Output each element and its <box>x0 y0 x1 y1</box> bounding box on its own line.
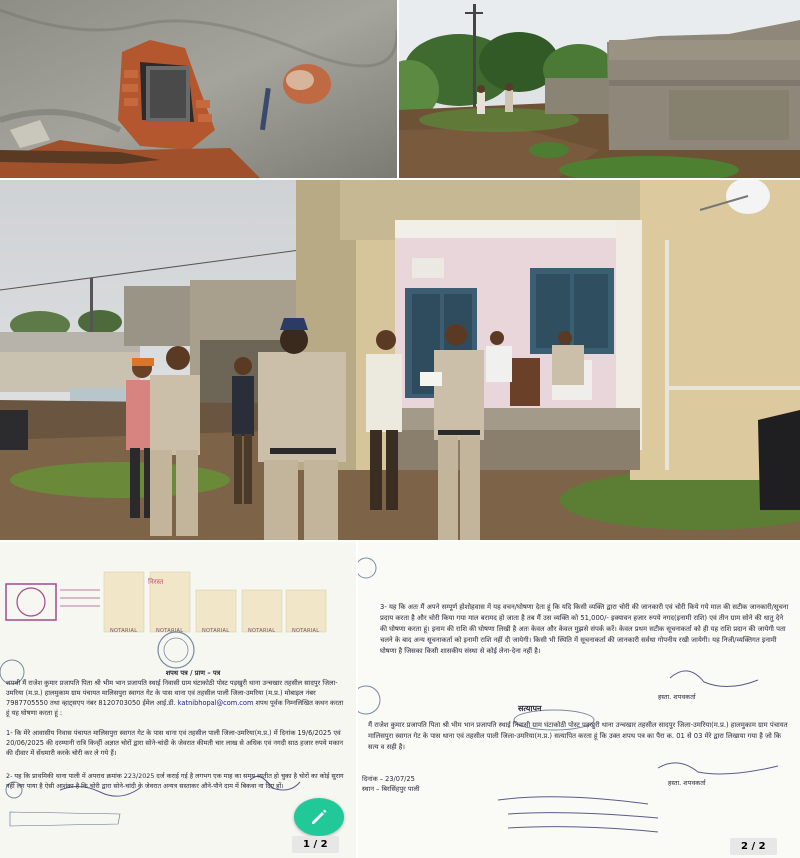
intro-paragraph <box>6 678 346 718</box>
email-text: katnibhopal@com.com <box>177 699 254 707</box>
intro-text: शपथी मैं राजेश कुमार प्रजापति पिता श्री भीम भान प्रजापति स्थाई निवासी ग्राम घंटाकोठी पोस्ट पड़खुरी थाना उन्चखार तहसील सादपुर जिला-उमरिया (म.प्र.) हालमुकाम ग्राम पंचायत मालिसपुरा स्वागत गेट के पास थाना एवं तहसील पाली जिला-उमरिया (म.प्र.) मोबाइल नंबर 7987705550 तथा व्हाट्सएप नंबर 8120703050 ईमेल आई.डी. <box>6 679 338 707</box>
date-label: दिनांक – <box>362 775 384 783</box>
point-2: 2- यह कि प्राथमिकी थाना पाली में अपराध क्रमांक 223/2025 दर्ज कराई गई है लगभग एक माह का समय व्यतीत हो चुका है चोरों का कोई सुराग नहीं लग पाया है ऐसी आशंका है कि चोरी द्वारा सोने-चांदी के जेवरात अन्यत्र सस्ताकर औने-पौने दाम में बिकवा ना दिए हों। <box>6 772 344 790</box>
signature-label: हस्ता. शपथकर्ता <box>658 693 696 701</box>
pencil-icon <box>309 807 329 827</box>
photo-rear-compound <box>399 0 800 178</box>
notarial-label: NOTARIAL <box>156 628 184 634</box>
date-line <box>362 774 415 784</box>
point-1: 1- कि मेरे आवासीय निवास पंचायत मालिसपुरा स्वागत गेट के पास थाना एवं तहसील पाली जिला-उमरिया(म.प्र.) में दिनांक 19/6/2025 एवं 20/06/2025 की दरम्यानी रात्रि किन्हीं अज्ञात चोरों द्वारा सोने-चांदी के जेवरात कीमती चार लाख से अधिक एवं नगदी साठ हजार रुपये मकान की दीवार में सेंधमारी करके चोरी कर ले गये हैं। <box>6 729 344 757</box>
point-3: 3- यह कि अतः मैं अपने सम्पूर्ण होशोहवास में यह वचन/घोषणा देता हूं कि यदि किसी व्यक्ति द्वारा चोरी की जानकारी एवं चोरी किये गये माल की सटीक जानकारी/सूचना प्रदाय करता है और चोरी किया गया माल बरामद हो जाता है तब मैं उस व्यक्ति को 51,000/- इक्यावन हजार रुपये नगद(इनामी राशि) एवं तीन ग्राम सोने की धातु देने की घोषणा करता हूं। इनाम की राशि की घोषणा लिखी है अतः केवल और केवल मुझसे संपर्क करें। केवल प्रथम सटीक सूचनाकर्ता को ही यह राशि प्रदान की जायेगी पता चलने के बाद अन्य सूचनाकर्ता को इनामी राशि नहीं दी जायेगी। किसी भी स्थिति में सूचनाकर्ता की जानकारी सर्वथा गोपनीय रखी जायेगी। यह निजी/व्यक्तिगत इनामी घोषणा है जिसका किसी शासकीय संस्था से कोई लेना-देना नहीं है। <box>380 603 789 655</box>
notarial-label: NOTARIAL <box>292 628 320 634</box>
place-label: स्थान – बिरसिंहपुर पाली <box>362 785 420 793</box>
notarial-label: NOTARIAL <box>202 628 230 634</box>
notarial-label: NOTARIAL <box>248 628 276 634</box>
photo-wall-breach <box>0 0 397 178</box>
affidavit-page-1 <box>0 542 356 858</box>
form-title: शपथ पत्र / प्राण – पत्र <box>165 669 221 677</box>
notarial-label: NOTARIAL <box>110 628 138 634</box>
date-value: 23/07/25 <box>385 775 415 783</box>
edit-fab-button[interactable] <box>294 798 344 836</box>
verification-body: मैं राजेश कुमार प्रजापति पिता श्री भीम भान प्रजापति स्थाई निवासी ग्राम घंटाकोठी पोस्ट पड़खुरी थाना उन्चखार तहसील सादपुर जिला-उमरिया(म.प्र.) हालमुकाम ग्राम पंचायत मालिसपुरा स्वागत गेट के पास थाना एवं तहसील पाली जिला-उमरिया(म.प्र.) सत्यापित करता हूं कि उक्त शपथ पत्र का पैरा क. 01 से 03 मेरे द्वारा लिखाया गया है जो कि सत्य व सही है। <box>368 721 788 751</box>
signature-label-2: हस्ता. शपथकर्ता <box>668 779 706 787</box>
stamp-stub: निरस्त <box>148 578 164 586</box>
email-suffix-text: शपथ पूर्वक निम्नलिखित कथन करता हूं यह घोषणा करता हूं : <box>6 699 344 717</box>
page-indicator: 2 / 2 <box>730 838 777 855</box>
affidavit-page-2 <box>358 542 800 858</box>
verification-title: सत्यापन <box>518 704 542 713</box>
photo-police-at-house <box>0 180 800 540</box>
page-indicator: 1 / 2 <box>292 836 339 853</box>
